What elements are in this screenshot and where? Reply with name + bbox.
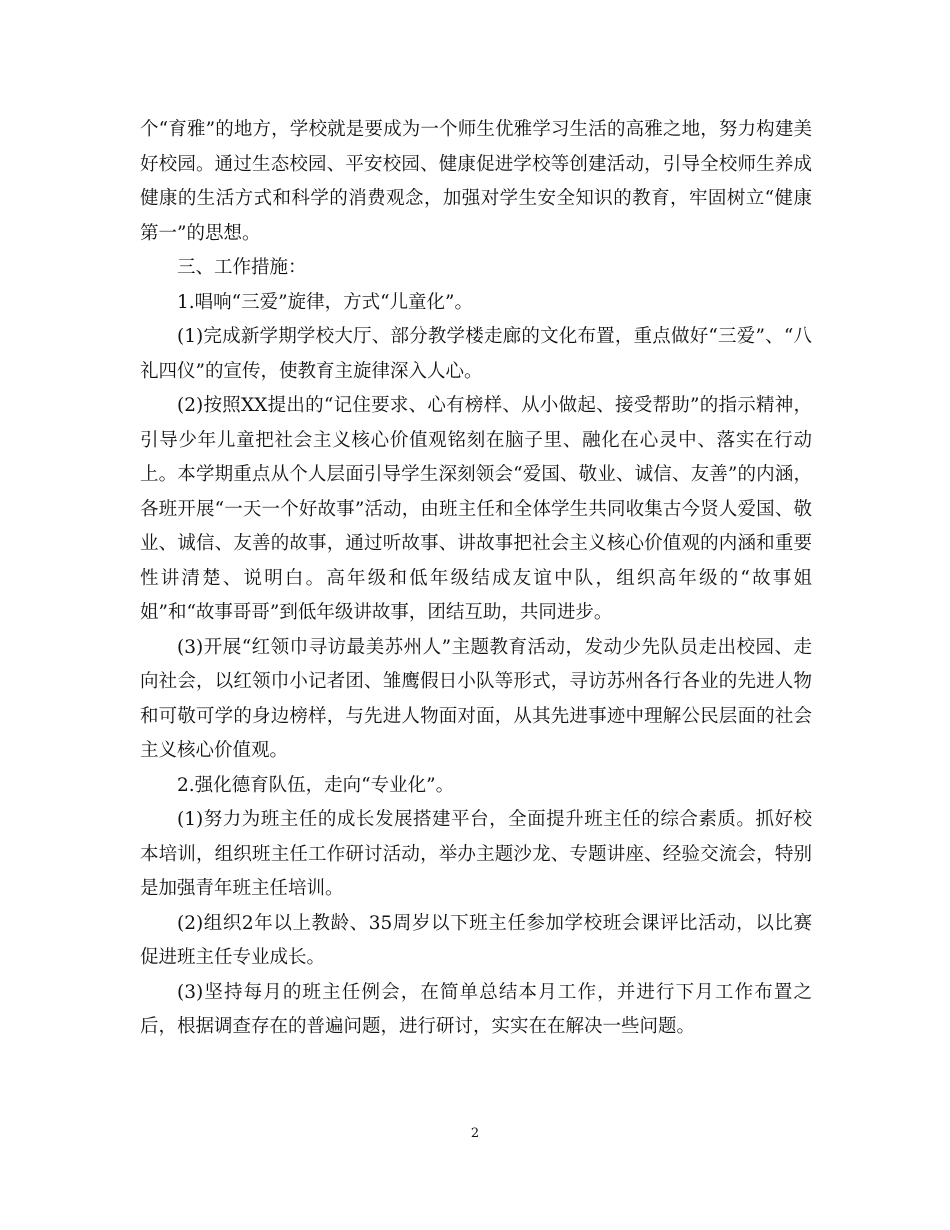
subheading-sing-three-loves: 1.唱响“三爱”旋律，方式“儿童化”。 [177, 291, 473, 313]
subheading-strengthen-moral-team: 2.强化德育队伍，走向“专业化”。 [177, 774, 455, 796]
paragraph-item-2-1: (1)努力为班主任的成长发展搭建平台，全面提升班主任的综合素质。抓好校本培训，组织班主任工作研讨活动，举办主题沙龙、专题讲座、经验交流会，特别是加强青年班主任培训。 [140, 809, 812, 899]
paragraph-item-2-2: (2)组织2年以上教龄、35周岁以下班主任参加学校班会课评比活动，以比赛促进班主任专业成长。 [140, 912, 812, 968]
page-number: 2 [470, 1126, 480, 1141]
document-body [140, 113, 812, 1045]
paragraph-item-1-1: (1)完成新学期学校大厅、部分教学楼走廊的文化布置，重点做好“三爱”、“八礼四仪”的宣传，使教育主旋律深入人心。 [140, 326, 812, 382]
paragraph-item-1-2: (2)按照XX提出的“记住要求、心有榜样、从小做起、接受帮助”的指示精神，引导少年儿童把社会主义核心价值观铭刻在脑子里、融化在心灵中、落实在行动上。本学期重点从个人层面引导学生深刻领会“爱国、敬业、诚信、友善”的内涵，各班开展“一天一个好故事”活动，由班主任和全体学生共同收集古今贤人爱国、敬业、诚信、友善的故事，通过听故事、讲故事把社会主义核心价值观的内涵和重要性讲清楚、说明白。高年级和低年级结成友谊中队，组织高年级的“故事姐姐”和“故事哥哥”到低年级讲故事，团结互助，共同进步。 [140, 395, 812, 623]
section-heading-work-measures: 三、工作措施： [177, 257, 307, 278]
paragraph-item-2-3: (3)坚持每月的班主任例会，在简单总结本月工作，并进行下月工作布置之后，根据调查存在的普遍问题，进行研讨，实实在在解决一些问题。 [140, 981, 812, 1037]
paragraph-intro-continuation: 个“育雅”的地方，学校就是要成为一个师生优雅学习生活的高雅之地，努力构建美好校园。通过生态校园、平安校园、健康促进学校等创建活动，引导全校师生养成健康的生活方式和科学的消费观念，加强对学生安全知识的教育，牢固树立“健康第一”的思想。 [140, 119, 812, 244]
paragraph-item-1-3: (3)开展“红领巾寻访最美苏州人”主题教育活动，发动少先队员走出校园、走向社会，以红领巾小记者团、雏鹰假日小队等形式，寻访苏州各行各业的先进人物和可敬可学的身边榜样，与先进人物面对面，从其先进事迹中理解公民层面的社会主义核心价值观。 [140, 636, 812, 761]
